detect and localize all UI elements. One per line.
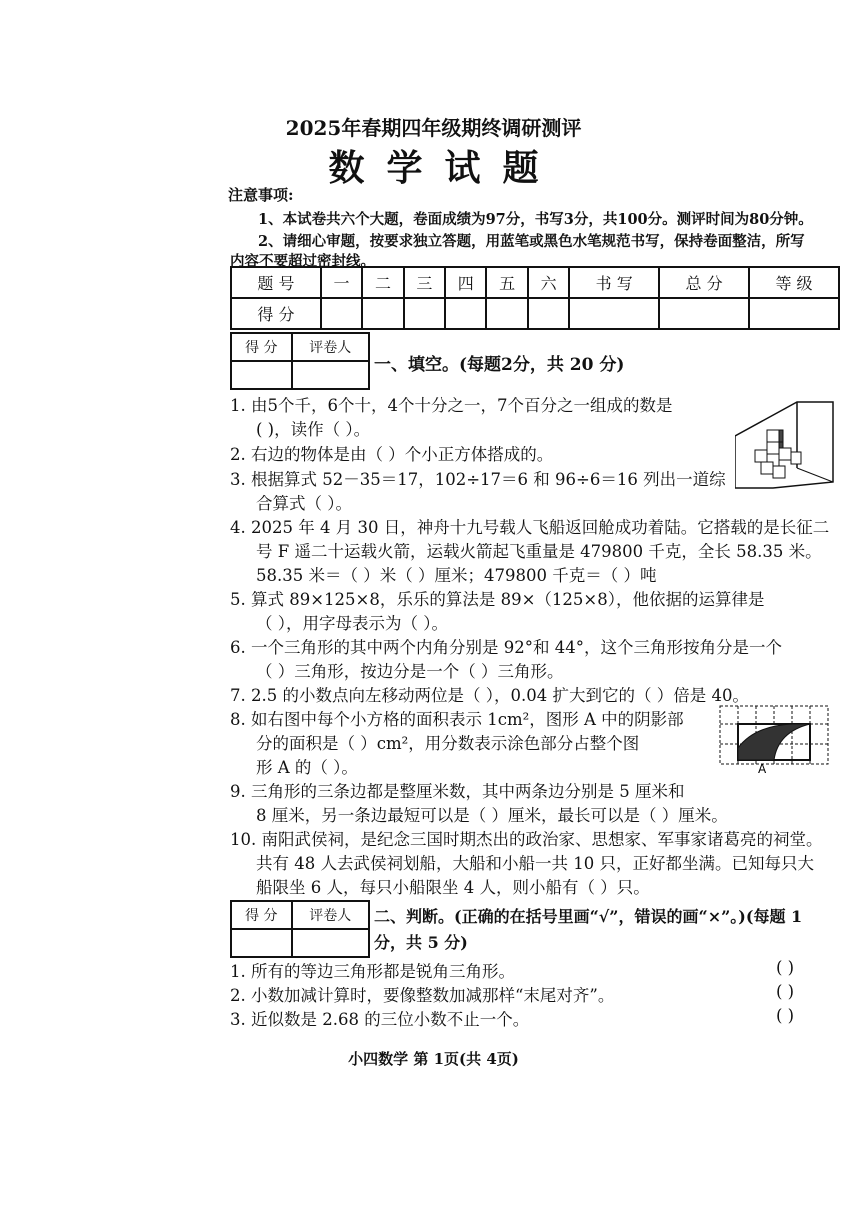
figure-label-a: A xyxy=(758,762,767,774)
section2-grader-box xyxy=(230,900,370,958)
question-2: 2. 右边的物体是由（ ）个小正方体搭成的。 xyxy=(230,445,554,464)
notice-line-3: 内容不要超过密封线。 xyxy=(230,253,375,270)
judge-answer-1[interactable]: ( ) xyxy=(776,958,795,977)
section1-heading: 一、填空。(每题2分，共 20 分) xyxy=(374,355,625,375)
score-table-score-row xyxy=(231,298,839,329)
score-input-cell[interactable] xyxy=(659,298,749,329)
score-input-cell[interactable] xyxy=(486,298,527,329)
grader-score-label: 得 分 xyxy=(231,333,292,361)
grader-name-cell[interactable] xyxy=(292,361,369,389)
grid-shape-a-figure xyxy=(718,704,830,774)
cube-stack-figure xyxy=(735,398,835,493)
score-input-cell[interactable] xyxy=(362,298,403,329)
score-table-cell: 总 分 xyxy=(659,267,749,298)
question-8-blank: 形 A 的（ ）。 xyxy=(256,758,358,777)
score-table-cell: 三 xyxy=(404,267,445,298)
notice-line-2: 2、请细心审题，按要求独立答题，用蓝笔或黑色水笔规范书写，保持卷面整洁，所写 xyxy=(258,233,805,250)
question-10-cont: 共有 48 人去武侯祠划船，大船和小船一共 10 只，正好都坐满。已知每只大 xyxy=(256,854,814,873)
question-8: 8. 如右图中每个小方格的面积表示 1cm²，图形 A 中的阴影部 xyxy=(230,710,684,729)
question-4-blanks: 58.35 米＝（ ）米（ ）厘米；479800 千克＝（ ）吨 xyxy=(256,566,657,585)
question-3-cont: 合算式（ ）。 xyxy=(256,494,352,513)
question-1: 1. 由5个千，6个十，4个十分之一，7个百分之一组成的数是 xyxy=(230,396,673,415)
score-row-label: 得 分 xyxy=(231,298,321,329)
question-9: 9. 三角形的三条边都是整厘米数，其中两条边分别是 5 厘米和 xyxy=(230,782,685,801)
judge-answer-2[interactable]: ( ) xyxy=(776,982,795,1001)
question-6-blanks: （ ）三角形，按边分是一个（ ）三角形。 xyxy=(256,662,564,681)
question-5: 5. 算式 89×125×8，乐乐的算法是 89×（125×8），他依据的运算律是 xyxy=(230,590,765,609)
notice-line-1: 1、本试卷共六个大题，卷面成绩为97分，书写3分，共100分。测评时间为80分钟。 xyxy=(258,211,813,228)
page-footer: 小四数学 第 1页(共 4页) xyxy=(348,1050,519,1068)
score-table-cell: 题 号 xyxy=(231,267,321,298)
question-10-blank: 船限坐 6 人，每只小船限坐 4 人，则小船有（ ）只。 xyxy=(256,878,650,897)
notice-heading: 注意事项: xyxy=(228,186,294,204)
question-8-cont: 分的面积是（ ）cm²，用分数表示涂色部分占整个图 xyxy=(256,734,640,753)
question-3: 3. 根据算式 52－35＝17，102÷17＝6 和 96÷6＝16 列出一道综 xyxy=(230,470,726,489)
grader-name-label: 评卷人 xyxy=(292,333,369,361)
section1-grader-box xyxy=(230,332,370,390)
score-input-cell[interactable] xyxy=(749,298,839,329)
grader-score-cell[interactable] xyxy=(231,361,292,389)
grader-name-label: 评卷人 xyxy=(292,901,369,929)
score-table xyxy=(230,266,840,330)
question-10: 10. 南阳武侯祠，是纪念三国时期杰出的政治家、思想家、军事家诸葛亮的祠堂。 xyxy=(230,830,823,849)
question-5-blanks: （ ），用字母表示为（ ）。 xyxy=(256,614,448,633)
question-9-blanks: 8 厘米，另一条边最短可以是（ ）厘米，最长可以是（ ）厘米。 xyxy=(256,806,728,825)
score-table-cell: 一 xyxy=(321,267,362,298)
question-7: 7. 2.5 的小数点向左移动两位是（ ），0.04 扩大到它的（ ）倍是 40。 xyxy=(230,686,749,705)
grader-score-label: 得 分 xyxy=(231,901,292,929)
score-input-cell[interactable] xyxy=(528,298,569,329)
score-input-cell[interactable] xyxy=(569,298,659,329)
question-6: 6. 一个三角形的其中两个内角分别是 92°和 44°，这个三角形按角分是一个 xyxy=(230,638,782,657)
grader-name-cell[interactable] xyxy=(292,929,369,957)
exam-subtitle: 2025年春期四年级期终调研测评 xyxy=(285,116,582,140)
judge-question-2: 2. 小数加减计算时，要像整数加减那样“末尾对齐”。 xyxy=(230,986,615,1005)
score-input-cell[interactable] xyxy=(404,298,445,329)
exam-title: 数学试题 xyxy=(328,147,561,189)
score-table-cell: 等 级 xyxy=(749,267,839,298)
score-table-cell: 四 xyxy=(445,267,486,298)
grader-score-cell[interactable] xyxy=(231,929,292,957)
score-table-cell: 六 xyxy=(528,267,569,298)
score-table-cell: 二 xyxy=(362,267,403,298)
section2-heading-cont: 分，共 5 分) xyxy=(374,933,468,952)
judge-question-3: 3. 近似数是 2.68 的三位小数不止一个。 xyxy=(230,1010,530,1029)
score-table-header-row xyxy=(231,267,839,298)
question-1-blanks: ( )，读作（ ）。 xyxy=(256,420,371,439)
question-4: 4. 2025 年 4 月 30 日，神舟十九号载人飞船返回舱成功着陆。它搭载的是长征二 xyxy=(230,518,830,537)
question-4-cont: 号 F 遥二十运载火箭，运载火箭起飞重量是 479800 千克，全长 58.35 米。 xyxy=(256,542,822,561)
judge-question-1: 1. 所有的等边三角形都是锐角三角形。 xyxy=(230,962,515,981)
section2-heading: 二、判断。(正确的在括号里画“√”，错误的画“×”。)(每题 1 xyxy=(374,907,803,926)
score-table-cell: 书 写 xyxy=(569,267,659,298)
score-table-cell: 五 xyxy=(486,267,527,298)
score-input-cell[interactable] xyxy=(445,298,486,329)
score-input-cell[interactable] xyxy=(321,298,362,329)
judge-answer-3[interactable]: ( ) xyxy=(776,1006,795,1025)
